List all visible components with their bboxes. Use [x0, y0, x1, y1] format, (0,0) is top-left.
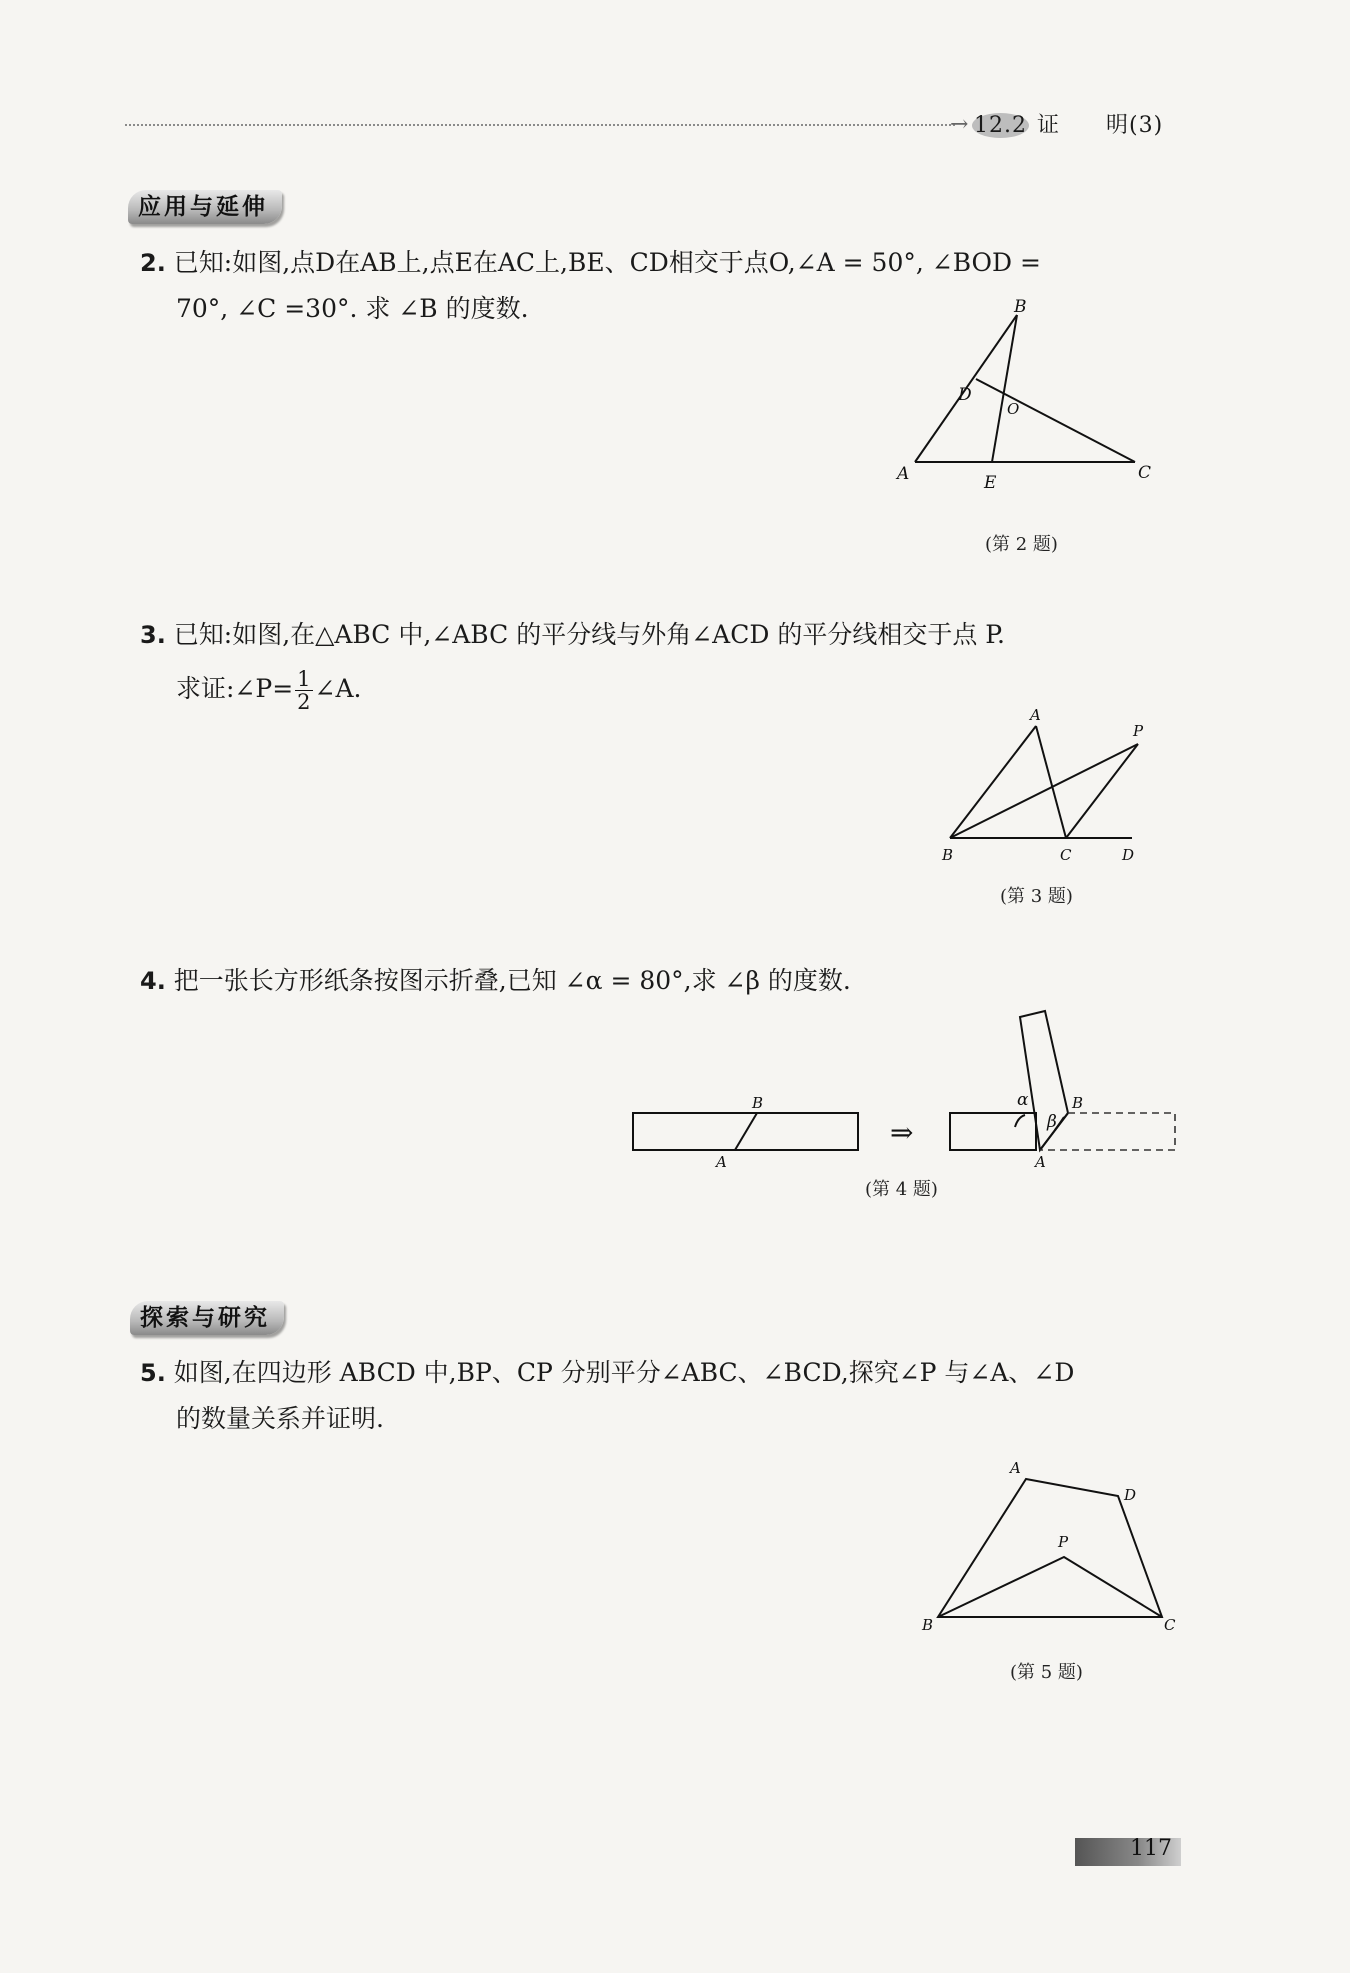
caption-q3: (第 3 题)	[1000, 886, 1073, 907]
question-3	[140, 612, 1190, 713]
question-number: 2.	[140, 249, 166, 277]
label-b: B	[942, 846, 954, 864]
label-p: P	[1133, 722, 1144, 740]
header-arrow-icon: →	[950, 112, 969, 137]
question-text-line: 的数量关系并证明.	[176, 1404, 384, 1433]
paper-strip-original-dashed	[1040, 1113, 1175, 1150]
question-text-line: 把一张长方形纸条按图示折叠,已知 ∠α = 80°,求 ∠β 的度数.	[173, 966, 851, 995]
label-a-right: A	[1035, 1153, 1046, 1171]
label-b: B	[1014, 297, 1027, 317]
question-number: 3.	[140, 621, 166, 649]
question-text-line: 求证:∠P=	[176, 674, 294, 703]
figure-q5	[910, 1455, 1190, 1645]
segment-cp	[1066, 744, 1138, 838]
label-p: P	[1058, 1533, 1069, 1551]
question-text-line: 70°, ∠C =30°. 求 ∠B 的度数.	[176, 294, 529, 323]
label-d: D	[1124, 1486, 1137, 1504]
label-c: C	[1164, 1616, 1176, 1634]
label-e: E	[984, 473, 997, 493]
fraction-one-half: $\frac{1}{2}$	[297, 667, 311, 714]
label-d: D	[958, 385, 972, 405]
question-text-line: ∠A.	[314, 674, 362, 703]
implies-arrow-icon: ⇒	[890, 1116, 914, 1149]
chapter-number: 12.2	[974, 113, 1027, 138]
question-text-line: 如图,在四边形 ABCD 中,BP、CP 分别平分∠ABC、∠BCD,探究∠P 与∠A、∠D	[173, 1358, 1075, 1387]
label-a: A	[1030, 706, 1041, 724]
label-beta: β	[1047, 1112, 1057, 1132]
label-a: A	[1010, 1459, 1021, 1477]
caption-q5: (第 5 题)	[1010, 1662, 1083, 1683]
label-d: D	[1122, 846, 1135, 864]
label-b-right: B	[1072, 1094, 1084, 1112]
running-header	[972, 108, 1163, 139]
question-4	[140, 958, 1190, 1004]
question-number: 5.	[140, 1359, 166, 1387]
alpha-arc	[1015, 1115, 1025, 1127]
section-heading-explore: 探索与研究	[130, 1301, 284, 1335]
label-a-left: A	[716, 1153, 727, 1171]
chapter-title: 证 明(3)	[1036, 113, 1164, 138]
paper-strip-folded-part	[1020, 1011, 1068, 1150]
figure-q4	[620, 1005, 1190, 1175]
segment-ba	[950, 726, 1036, 838]
header-dotted-rule	[125, 124, 955, 126]
question-text-line: 已知:如图,点D在AB上,点E在AC上,BE、CD相交于点O,∠A = 50°, ∠BOD =	[173, 248, 1041, 277]
label-b: B	[922, 1616, 934, 1634]
caption-q4: (第 4 题)	[865, 1179, 938, 1200]
label-c: C	[1060, 846, 1072, 864]
question-5	[140, 1350, 1190, 1442]
figure-q2	[880, 297, 1180, 493]
label-alpha: α	[1017, 1090, 1029, 1110]
question-text-line: 已知:如图,在△ABC 中,∠ABC 的平分线与外角∠ACD 的平分线相交于点 P.	[173, 620, 1005, 649]
fold-line	[735, 1113, 757, 1150]
figure-q3	[930, 700, 1160, 870]
label-a: A	[897, 464, 910, 484]
section-heading-apply: 应用与延伸	[128, 190, 282, 224]
label-c: C	[1138, 463, 1152, 483]
paper-strip-left-part	[950, 1113, 1036, 1150]
label-o: O	[1007, 400, 1020, 418]
label-b-left: B	[752, 1094, 764, 1112]
page-number: 117	[1130, 1836, 1172, 1861]
question-number: 4.	[140, 967, 166, 995]
caption-q2: (第 2 题)	[985, 534, 1058, 555]
